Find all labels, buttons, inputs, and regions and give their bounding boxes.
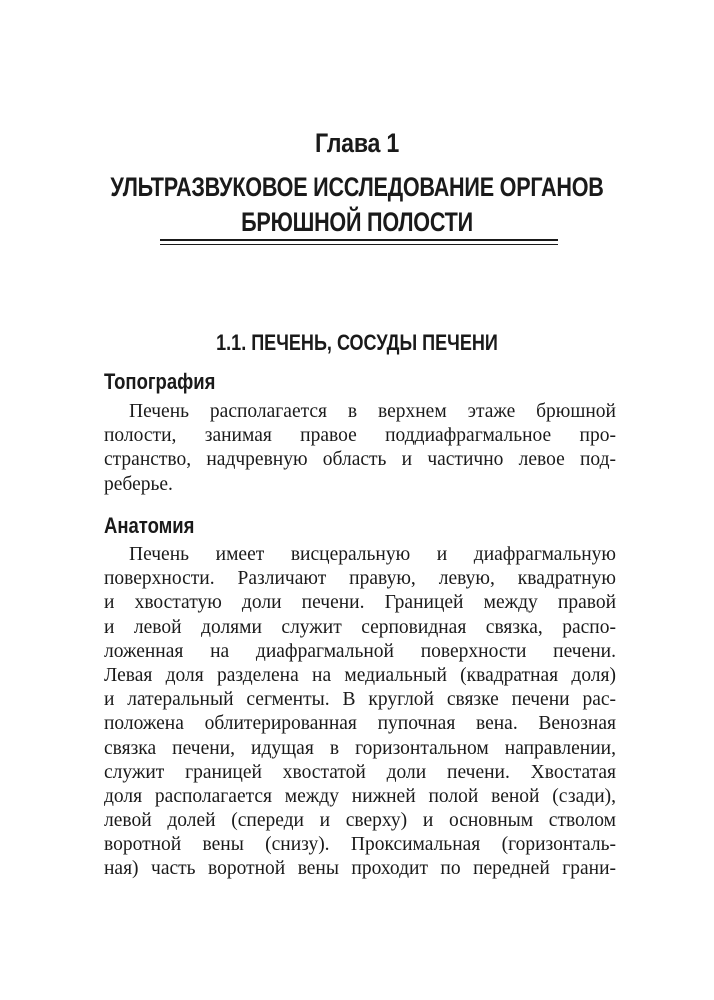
text-line: поверхности. Различают правую, левую, квадратную <box>104 568 616 590</box>
text-line: и хвостатую доли печени. Границей между правой <box>104 592 616 614</box>
text-line: доля располагается между нижней полой веной (сзади), <box>104 785 616 807</box>
text-line: полости, занимая правое поддиафрагмальное про- <box>104 425 616 447</box>
title-divider-thick <box>160 239 558 241</box>
text-line: Левая доля разделена на медиальный (квадратная доля) <box>104 664 616 686</box>
paragraph-topography <box>104 400 616 497</box>
text-line: реберье. <box>104 473 173 495</box>
subheading-topography: Топография <box>104 369 216 394</box>
section-title: 1.1. ПЕЧЕНЬ, СОСУДЫ ПЕЧЕНИ <box>216 330 498 355</box>
text-line: и левой долями служит серповидная связка, распо- <box>104 616 616 638</box>
text-line: воротной вены (снизу). Проксимальная (горизонталь- <box>104 834 616 856</box>
text-line: и латеральный сегменты. В круглой связке печени рас- <box>104 689 616 711</box>
text-line: положена облитерированная пупочная вена. Венозная <box>104 713 616 735</box>
chapter-label: Глава 1 <box>314 128 400 158</box>
paragraph-anatomy <box>104 543 616 882</box>
text-line: Печень располагается в верхнем этаже брюшной <box>129 401 616 422</box>
text-line: связка печени, идущая в горизонтальном направлении, <box>104 737 616 759</box>
text-line: Печень имеет висцеральную и диафрагмальную <box>129 544 616 565</box>
chapter-title <box>71 170 642 240</box>
text-line: ная) часть воротной вены проходит по передней грани- <box>104 858 616 880</box>
chapter-title-line: БРЮШНОЙ ПОЛОСТИ <box>241 207 473 237</box>
text-line: странство, надчревную область и частично левое под- <box>104 449 616 471</box>
text-line: служит границей хвостатой доли печени. Хвостатая <box>104 761 616 783</box>
title-divider-thin <box>160 244 558 245</box>
text-line: ложенная на диафрагмальной поверхности печени. <box>104 640 616 662</box>
subheading-anatomy: Анатомия <box>104 513 195 538</box>
chapter-title-line: УЛЬТРАЗВУКОВОЕ ИССЛЕДОВАНИЕ ОРГАНОВ <box>110 172 604 202</box>
text-line: левой долей (спереди и сверху) и основным стволом <box>104 810 616 832</box>
